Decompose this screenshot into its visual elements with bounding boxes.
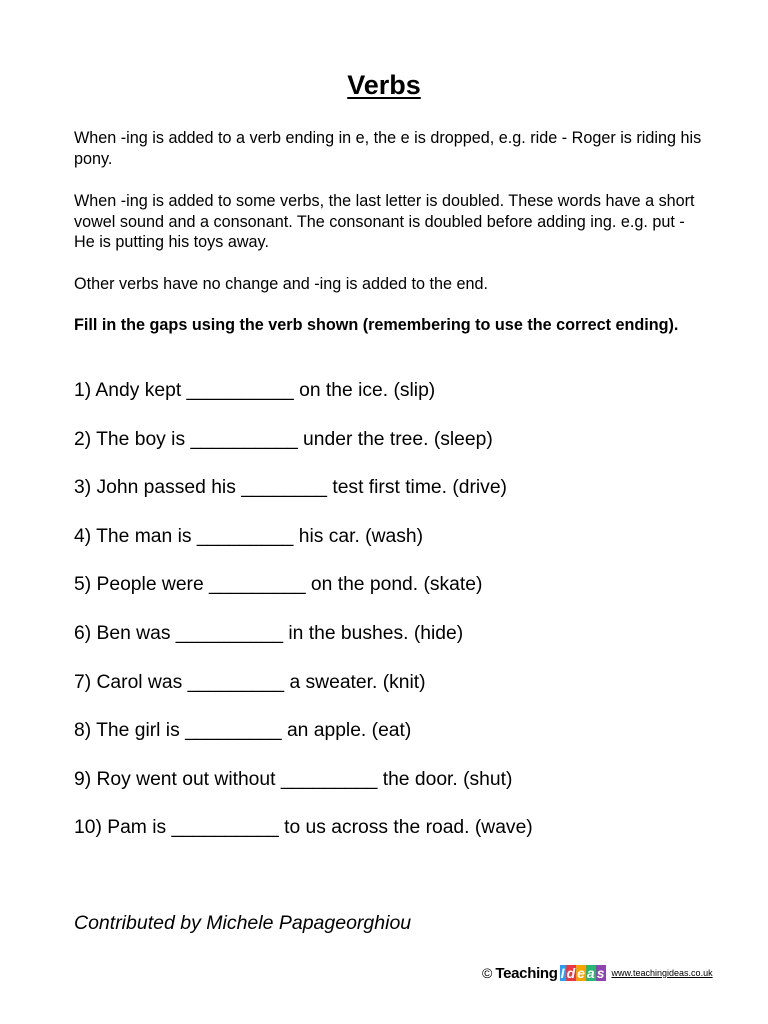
question-item: 7) Carol was _________ a sweater. (knit) (74, 671, 426, 693)
question-item: 2) The boy is __________ under the tree. (sleep) (74, 428, 493, 450)
question-item: 9) Roy went out without _________ the door. (shut) (74, 768, 513, 790)
instruction-text: Fill in the gaps using the verb shown (remembering to use the correct ending). (74, 316, 679, 334)
question-list (74, 377, 533, 863)
footer-brand (482, 960, 713, 986)
question-item: 8) The girl is _________ an apple. (eat) (74, 720, 412, 742)
question-item: 3) John passed his ________ test first time. (drive) (74, 477, 507, 499)
logo-letter: s (596, 965, 605, 981)
copyright-icon: © (482, 965, 493, 981)
brand-word: Teaching (495, 964, 558, 982)
contributor-credit: Contributed by Michele Papageorghiou (74, 912, 412, 934)
question-item: 6) Ben was __________ in the bushes. (hide) (74, 622, 464, 644)
logo-letter: a (586, 965, 595, 981)
page-title: Verbs (347, 70, 421, 100)
rule-paragraph-doubled: When -ing is added to some verbs, the last letter is doubled. These words have a short vowel sound and a consonant. The consonant is doubled before adding ing. e.g. put - He is putting his toys away. (74, 192, 695, 251)
logo-letter: d (566, 965, 576, 981)
question-item: 10) Pam is __________ to us across the road. (wave) (74, 817, 533, 839)
question-item: 1) Andy kept __________ on the ice. (slip) (74, 380, 436, 401)
logo-letter: I (560, 965, 565, 981)
teaching-ideas-logo (560, 965, 606, 981)
rule-paragraph-e-dropped: When -ing is added to a verb ending in e, the e is dropped, e.g. ride - Roger is riding his pony. (74, 129, 702, 168)
website-url[interactable]: www.teachingideas.co.uk (611, 968, 713, 978)
rule-paragraph-no-change: Other verbs have no change and -ing is added to the end. (74, 275, 488, 293)
question-item: 4) The man is _________ his car. (wash) (74, 525, 424, 547)
question-item: 5) People were _________ on the pond. (skate) (74, 574, 483, 596)
logo-letter: e (577, 965, 585, 981)
